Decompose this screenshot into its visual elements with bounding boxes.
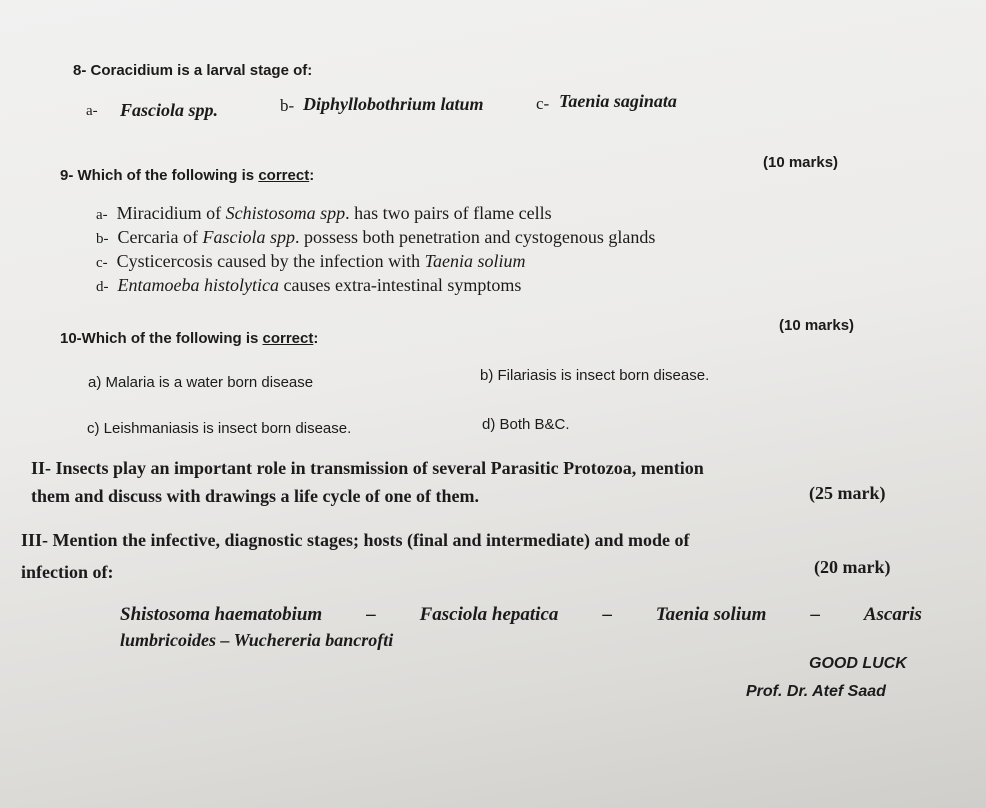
q8-question: 8- Coracidium is a larval stage of: [73, 62, 313, 79]
q8-option-c-text: Taenia saginata [559, 91, 677, 111]
q8-option-b-text: Diphyllobothrium latum [303, 94, 484, 114]
q9-option-a: a- Miracidium of Schistosoma spp. has two pairs of flame cells [96, 203, 552, 223]
signature: Prof. Dr. Atef Saad [746, 683, 886, 700]
section-3-line-1: III- Mention the infective, diagnostic stages; hosts (final and intermediate) and mode of [21, 530, 690, 550]
q9-option-c: c- Cysticercosis caused by the infection with Taenia solium [96, 251, 526, 271]
q10-question: 10-Which of the following is correct: [60, 330, 319, 347]
q9-option-d: d- Entamoeba histolytica causes extra-intestinal symptoms [96, 275, 522, 295]
species-list-line-1: Shistosoma haematobium – Fasciola hepatica – Taenia solium – Ascaris [120, 604, 922, 625]
section-2-line-1: II- Insects play an important role in transmission of several Parasitic Protozoa, mention [31, 458, 704, 478]
section-3-marks: (20 mark) [814, 557, 891, 577]
q8-option-a-prefix: a- [86, 103, 98, 119]
q8-option-a-text: Fasciola spp. [120, 100, 219, 120]
q8-option-c-prefix: c- [536, 94, 550, 113]
q10-option-a: a) Malaria is a water born disease [88, 374, 314, 391]
species-list-line-2: lumbricoides – Wuchereria bancrofti [120, 630, 394, 650]
q10-option-c: c) Leishmaniasis is insect born disease. [87, 420, 352, 437]
good-luck: GOOD LUCK [809, 655, 907, 672]
q9-question: 9- Which of the following is correct: [60, 167, 315, 184]
q9-marks: (10 marks) [763, 154, 839, 171]
q8-option-b-prefix: b- [280, 96, 295, 115]
section-3-line-2: infection of: [21, 562, 114, 582]
section-2-line-2: them and discuss with drawings a life cycle of one of them. [31, 486, 479, 506]
section-2-marks: (25 mark) [809, 483, 886, 503]
q10-marks: (10 marks) [779, 317, 855, 334]
q10-option-d: d) Both B&C. [482, 416, 570, 433]
q10-option-b: b) Filariasis is insect born disease. [480, 367, 710, 384]
q9-option-b: b- Cercaria of Fasciola spp. possess both penetration and cystogenous glands [96, 227, 656, 247]
